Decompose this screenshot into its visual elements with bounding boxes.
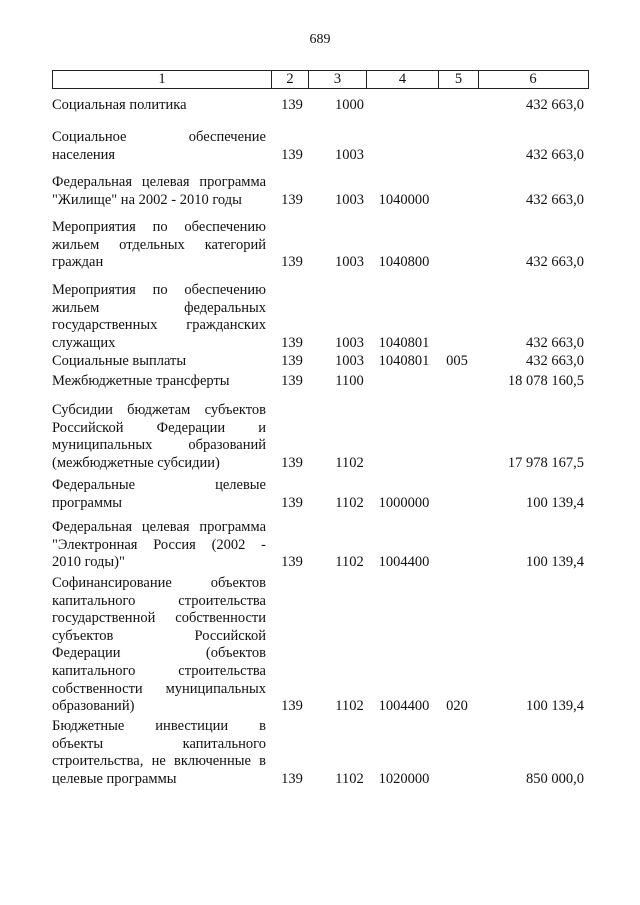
description-line: "Электронная Россия (2002 - (52, 536, 266, 553)
cell-col-2: 139 (281, 353, 303, 369)
description-line: Федеральные целевые (52, 477, 266, 493)
cell-col-3: 1100 (335, 373, 364, 389)
cell-col-4: 1040800 (378, 254, 430, 271)
table-row (52, 373, 592, 391)
description-line: (межбюджетные субсидии) (52, 454, 220, 471)
cell-col-4: 1004400 (378, 698, 430, 715)
cell-col-3: 1003 (335, 191, 364, 208)
description-line: Бюджетные инвестиции в (52, 718, 266, 734)
description-line: государственных гражданских (52, 317, 266, 334)
description-line: государственной собственности (52, 610, 266, 627)
cell-col-2: 139 (281, 373, 303, 389)
cell-col-2: 139 (281, 97, 303, 113)
description-line: капитального строительства (52, 592, 266, 609)
description-line: Социальная политика (52, 97, 187, 113)
row-description (52, 174, 266, 209)
header-col-6: 6 (478, 71, 587, 88)
cell-col-3: 1003 (335, 334, 364, 351)
cell-col-4: 1004400 (378, 554, 430, 571)
description-line: "Жилище" на 2002 - 2010 годы (52, 191, 242, 208)
cell-col-4: 1020000 (378, 770, 430, 787)
description-line: граждан (52, 254, 104, 271)
cell-col-2: 139 (281, 494, 303, 511)
cell-col-2: 139 (281, 770, 303, 787)
cell-col-2: 139 (281, 554, 303, 571)
description-line: жильем федеральных (52, 299, 266, 316)
cell-col-6: 432 663,0 (526, 191, 584, 208)
description-line: Межбюджетные трансферты (52, 373, 230, 389)
description-line: программы (52, 494, 122, 511)
table-row (52, 402, 592, 472)
header-col-5: 5 (438, 71, 478, 88)
table-header (52, 70, 589, 89)
cell-col-6: 17 978 167,5 (507, 454, 584, 471)
cell-col-3: 1102 (335, 698, 364, 715)
table-row (52, 174, 592, 209)
table-row (52, 519, 592, 572)
row-description (52, 519, 266, 572)
header-col-2: 2 (271, 71, 308, 88)
table-row (52, 353, 592, 371)
row-description (52, 219, 266, 272)
cell-col-6: 432 663,0 (526, 254, 584, 271)
cell-col-2: 139 (281, 254, 303, 271)
table-row (52, 219, 592, 272)
header-col-3: 3 (308, 71, 366, 88)
cell-col-5: 005 (446, 353, 468, 369)
table-row (52, 575, 592, 716)
cell-col-4: 1040801 (378, 334, 430, 351)
cell-col-6: 432 663,0 (526, 353, 584, 369)
description-line: муниципальных образований (52, 437, 266, 454)
cell-col-2: 139 (281, 146, 303, 163)
header-col-1: 1 (158, 71, 166, 87)
description-line: 2010 годы)" (52, 554, 125, 571)
row-description (52, 353, 266, 371)
cell-col-6: 850 000,0 (526, 770, 584, 787)
cell-col-6: 100 139,4 (526, 494, 584, 511)
cell-col-6: 100 139,4 (526, 698, 584, 715)
cell-col-2: 139 (281, 698, 303, 715)
row-description (52, 575, 266, 716)
description-line: жильем отдельных категорий (52, 236, 266, 253)
table-row (52, 718, 592, 788)
description-line: Федеральная целевая программа (52, 519, 266, 535)
page-number: 689 (309, 32, 331, 47)
row-description (52, 129, 266, 164)
cell-col-3: 1102 (335, 494, 364, 511)
cell-col-2: 139 (281, 454, 303, 471)
cell-col-5: 020 (446, 698, 468, 715)
cell-col-3: 1102 (335, 554, 364, 571)
table-row (52, 129, 592, 164)
cell-col-6: 100 139,4 (526, 554, 584, 571)
cell-col-2: 139 (281, 191, 303, 208)
description-line: объекты капитального (52, 735, 266, 752)
description-line: служащих (52, 334, 116, 351)
description-line: Социальные выплаты (52, 353, 187, 369)
description-line: Социальное обеспечение (52, 129, 266, 145)
description-line: населения (52, 146, 116, 163)
header-col-4: 4 (366, 71, 438, 88)
description-line: Федеральная целевая программа (52, 174, 266, 190)
description-line: Субсидии бюджетам субъектов (52, 402, 266, 418)
description-line: образований) (52, 698, 135, 715)
cell-col-3: 1102 (335, 770, 364, 787)
description-line: собственности муниципальных (52, 680, 266, 697)
cell-col-4: 1040801 (378, 353, 430, 369)
cell-col-3: 1003 (335, 254, 364, 271)
cell-col-6: 432 663,0 (526, 97, 584, 113)
description-line: субъектов Российской (52, 627, 266, 644)
description-line: Федерации (объектов (52, 645, 266, 662)
row-description (52, 282, 266, 352)
row-description (52, 97, 266, 115)
description-line: капитального строительства (52, 662, 266, 679)
row-description (52, 477, 266, 512)
cell-col-3: 1000 (335, 97, 364, 113)
row-description (52, 373, 266, 391)
description-line: Российской Федерации и (52, 419, 266, 436)
description-line: целевые программы (52, 770, 177, 787)
cell-col-3: 1003 (335, 353, 364, 369)
description-line: Мероприятия по обеспечению (52, 219, 266, 235)
cell-col-2: 139 (281, 334, 303, 351)
description-line: Софинансирование объектов (52, 575, 266, 591)
cell-col-4: 1040000 (378, 191, 430, 208)
cell-col-4: 1000000 (378, 494, 430, 511)
cell-col-3: 1003 (335, 146, 364, 163)
cell-col-6: 432 663,0 (526, 334, 584, 351)
table-row (52, 97, 592, 115)
description-line: строительства, не включенные в (52, 753, 266, 770)
row-description (52, 402, 266, 472)
cell-col-6: 432 663,0 (526, 146, 584, 163)
description-line: Мероприятия по обеспечению (52, 282, 266, 298)
table-row (52, 282, 592, 352)
row-description (52, 718, 266, 788)
table-row (52, 477, 592, 512)
cell-col-6: 18 078 160,5 (507, 373, 584, 389)
cell-col-3: 1102 (335, 454, 364, 471)
